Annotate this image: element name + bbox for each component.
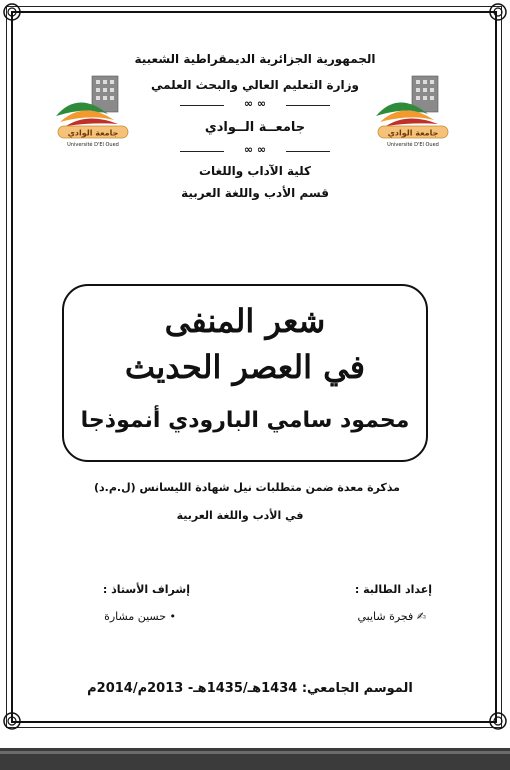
corner-ornament-bottom-left [1, 710, 23, 732]
academic-season: الموسم الجامعي: 1434هـ/1435هـ- 2013م/2014م [87, 681, 413, 696]
ornament-glyph: ∞ ∞ [243, 97, 267, 110]
ministry-line: وزارة التعليم العالي والبحث العلمي [150, 78, 360, 92]
svg-text:جامعة الوادي: جامعة الوادي [67, 128, 119, 138]
professor-name: • حسين مشارة [104, 610, 176, 623]
title-line-2: في العصر الحديث [124, 348, 366, 386]
svg-text:Université D'El Oued: Université D'El Oued [387, 142, 439, 148]
corner-ornament-top-right [487, 1, 509, 23]
title-line-1: شعر المنفى [164, 302, 326, 340]
university-line: جامعــة الــوادي [204, 120, 306, 135]
university-logo-right [368, 70, 460, 150]
prepared-by-label: إعداد الطالبة : [354, 583, 432, 596]
svg-text:Université D'El Oued: Université D'El Oued [67, 142, 119, 148]
title-box [62, 284, 428, 462]
republic-line: الجمهورية الجزائرية الديمقراطية الشعبية [134, 52, 376, 66]
department-line: قسم الأدب واللغة العربية [181, 186, 329, 200]
corner-ornament-top-left [1, 1, 23, 23]
ornament-glyph: ∞ ∞ [243, 143, 267, 156]
university-logo-left [48, 70, 140, 150]
thesis-note-line-1: مذكرة معدة ضمن متطلبات نيل شهادة الليسانس (ل.م.د) [94, 481, 400, 494]
thesis-note-line-2: في الأدب واللغة العربية [176, 509, 304, 522]
title-line-3: محمود سامي البارودي أنموذجا [80, 408, 410, 433]
corner-ornament-bottom-right [487, 710, 509, 732]
supervision-label: إشراف الأستاذ : [102, 583, 190, 596]
faculty-line: كلية الآداب واللغات [198, 164, 312, 178]
ornament-divider-2 [180, 144, 330, 158]
bottom-dark-bar [0, 748, 510, 770]
student-name: ✍ فجرة شايبي [357, 610, 426, 623]
svg-text:جامعة الوادي: جامعة الوادي [387, 128, 439, 138]
ornament-divider-1 [180, 98, 330, 112]
